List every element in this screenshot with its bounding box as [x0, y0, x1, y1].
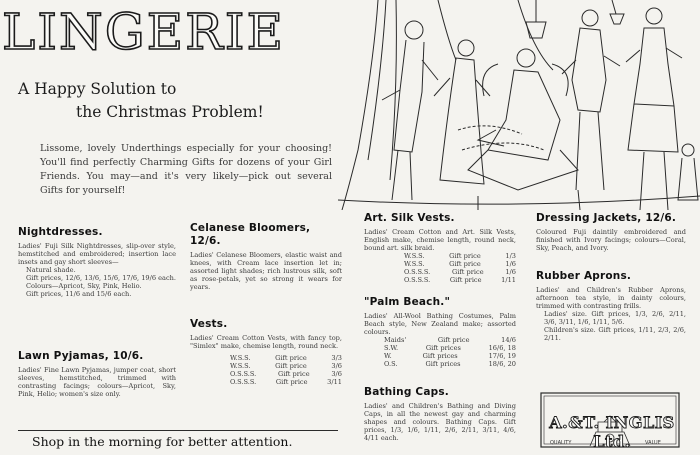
- jackets-section: [536, 212, 686, 252]
- silk-vests-price-row: W.S.S. Gift price 1/3: [404, 252, 516, 260]
- silk-vests-price-row: W.S.S. Gift price 1/6: [404, 260, 516, 268]
- aprons-section: [536, 270, 686, 342]
- logo-quality: QUALITY: [550, 440, 572, 446]
- silk-vests-price-row: O.S.S.S. Gift price 1/11: [404, 276, 516, 284]
- silk-vests-heading: Art. Silk Vests.: [364, 212, 455, 224]
- logo-value: VALUE: [645, 440, 661, 446]
- vests-body: Ladies' Cream Cotton Vests, with fancy top, "Simlex" make, chemise length, round neck.: [190, 334, 342, 350]
- bloomers-body: Ladies' Celanese Bloomers, elastic waist and knees, with Cream lace insertion let in; assorted light shades; rich lustrous silk, soft as rose-petals, yet so strong it wears for years.: [190, 251, 342, 291]
- aprons-ladies-prices: Ladies' size. Gift prices, 1/3, 2/6, 2/11, 3/6, 3/11, 1/6, 1/11, 5/6.: [544, 310, 686, 326]
- palm-beach-price-row: S.W. Gift prices 16/6, 18: [384, 344, 516, 352]
- jackets-heading: Dressing Jackets, 12/6.: [536, 212, 677, 224]
- nightdresses-heading: Nightdresses.: [18, 226, 103, 238]
- vests-price-row: O.S.S.S. Gift price 3/11: [230, 378, 342, 386]
- pyjamas-section: [18, 350, 176, 398]
- palm-beach-price-row: O.S. Gift prices 18/6, 20: [384, 360, 516, 368]
- headline: LINGERIE: [2, 3, 286, 61]
- vests-price-row: W.S.S. Gift price 3/6: [230, 362, 342, 370]
- palm-beach-price-row: W. Gift prices 17/6, 19: [384, 352, 516, 360]
- nightdresses-prices-natural: Gift prices, 12/6, 13/6, 15/6, 17/6, 19/6 each.: [26, 274, 176, 282]
- palm-beach-heading: "Palm Beach.": [364, 296, 451, 308]
- nightdresses-prices-coloured: Gift prices, 11/6 and 15/6 each.: [26, 290, 132, 298]
- tagline-line-2: the Christmas Problem!: [76, 103, 264, 121]
- nightdresses-shade: Natural shade.: [26, 266, 76, 274]
- tagline-line-1: A Happy Solution to: [18, 80, 177, 98]
- bathing-caps-section: [364, 386, 516, 442]
- palm-beach-section: [364, 296, 516, 368]
- intro-paragraph: Lissome, lovely Underthings especially for your choosing! You'll find perfectly Charming Gifts for dozens of your Girl Friends. You may—and it's very likely—pick out several Gifts for yourself!: [40, 143, 332, 196]
- silk-vests-price-row: O.S.S.S. Gift price 1/6: [404, 268, 516, 276]
- nightdresses-body: Ladies' Fuji Silk Nightdresses, slip-over style, hemstitched and embroidered; insertion lace insets and gay short sleeves—: [18, 242, 176, 266]
- palm-beach-price-row: Maids' Gift price 14/6: [384, 336, 516, 344]
- vests-price-row: W.S.S. Gift price 3/3: [230, 354, 342, 362]
- logo-name: A.&T. INGLIS Ltd.: [549, 413, 675, 451]
- aprons-heading: Rubber Aprons.: [536, 270, 632, 282]
- vests-section: [190, 318, 342, 386]
- lingerie-illustration: [338, 0, 700, 210]
- silk-vests-body: Ladies' Cream Cotton and Art. Silk Vests, English make, chemise length, round neck, bound art. silk braid.: [364, 228, 516, 252]
- palm-beach-body: Ladies' All-Wool Bathing Costumes, Palm Beach style, New Zealand make; assorted colours.: [364, 312, 516, 336]
- nightdresses-colours: Colours—Apricot, Sky, Pink, Helio.: [26, 282, 142, 290]
- footer-note: Shop in the morning for better attention.: [32, 434, 293, 449]
- aprons-children-prices: Children's size. Gift prices, 1/11, 2/3, 2/6, 2/11.: [544, 326, 686, 342]
- pyjamas-body: Ladies' Fine Lawn Pyjamas, jumper coat, short sleeves, hemstitched, trimmed with contrasting facings; colours—Apricot, Sky, Pink, Helio; women's size only.: [18, 366, 176, 398]
- bloomers-heading: Celanese Bloomers, 12/6.: [190, 222, 311, 247]
- jackets-body: Coloured Fuji daintily embroidered and finished with Ivory facings; colours—Coral, Sky, Peach, and Ivory.: [536, 228, 686, 252]
- bathing-caps-body: Ladies' and Children's Bathing and Diving Caps, in all the newest gay and charming shapes and colours. Bathing Caps. Gift prices, 1/3, 1/6, 1/11, 2/6, 2/11, 3/11, 4/6, 4/11 each.: [364, 402, 516, 442]
- vests-price-row: O.S.S.S. Gift price 3/6: [230, 370, 342, 378]
- pyjamas-heading: Lawn Pyjamas, 10/6.: [18, 350, 144, 362]
- vests-heading: Vests.: [190, 318, 228, 330]
- aprons-body: Ladies' and Children's Rubber Aprons, afternoon tea style, in dainty colours, trimmed with contrasting frills.: [536, 286, 686, 310]
- nightdresses-section: [18, 226, 176, 298]
- bloomers-section: [190, 222, 342, 291]
- footer-rule: [18, 430, 338, 431]
- silk-vests-section: [364, 212, 516, 284]
- bathing-caps-heading: Bathing Caps.: [364, 386, 449, 398]
